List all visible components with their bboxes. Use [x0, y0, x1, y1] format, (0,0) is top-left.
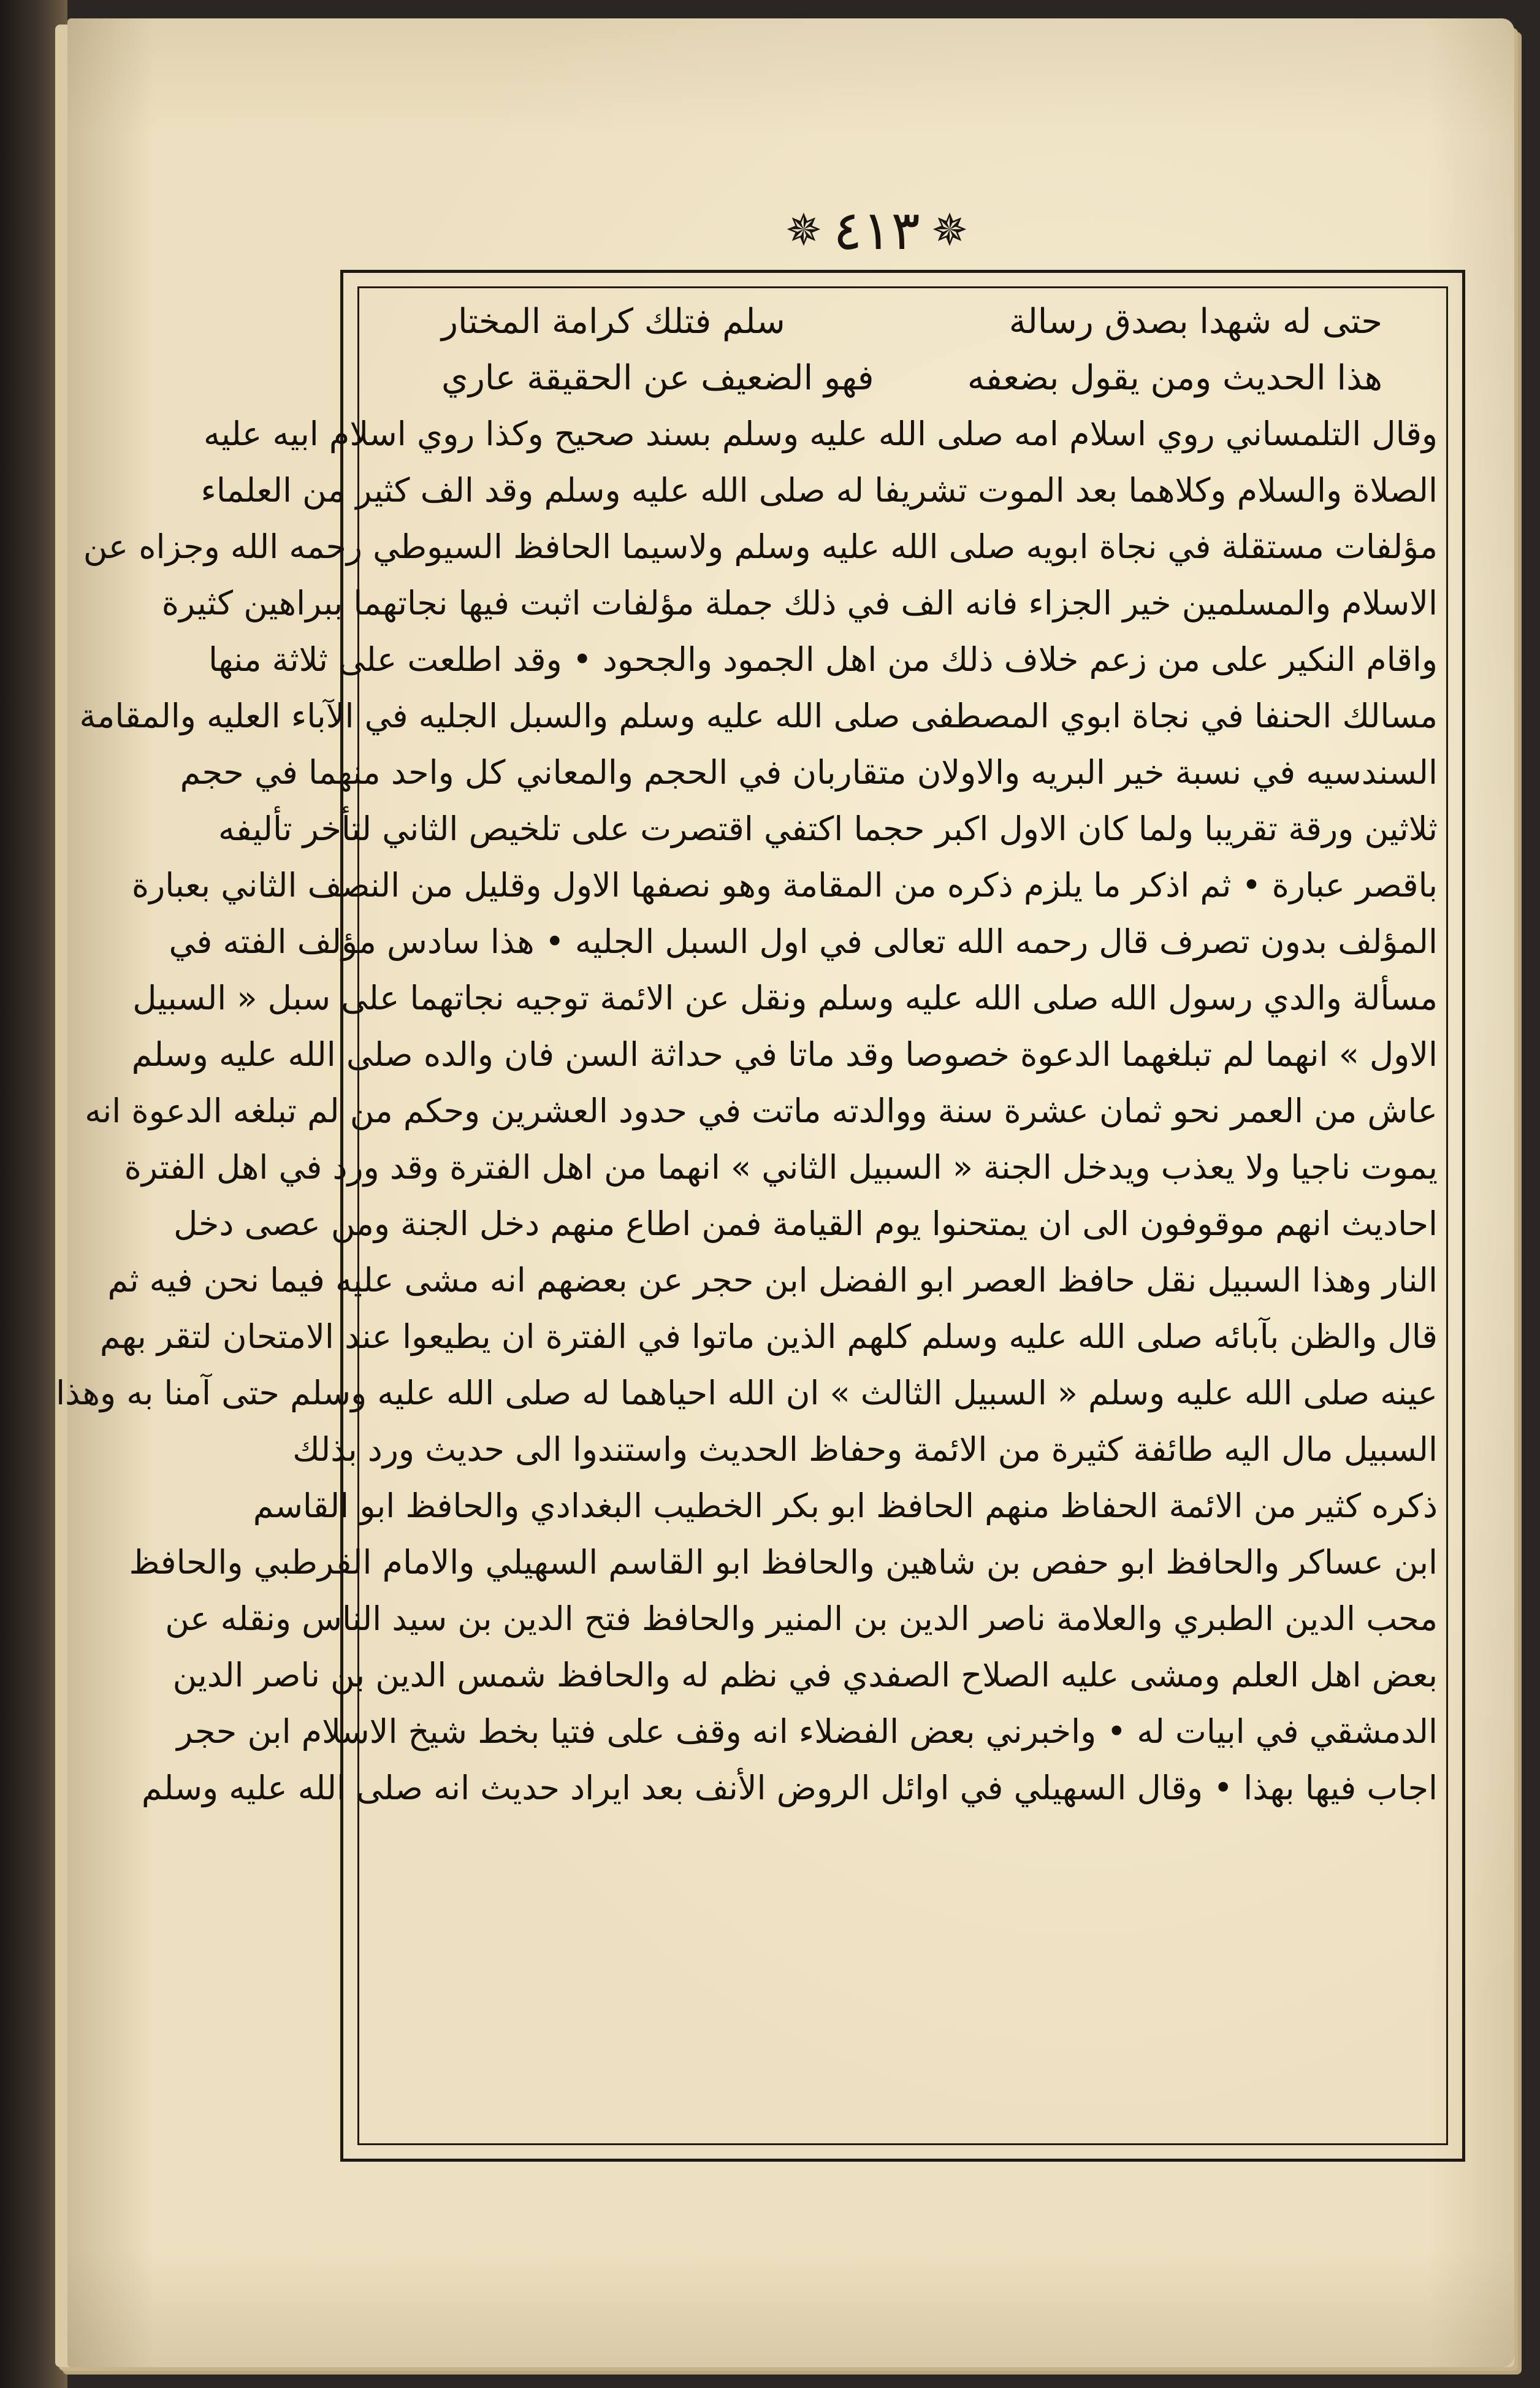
text-line: الاول » انهما لم تبلغهما الدعوة خصوصا وقد ماتا في حداثة السن فان والده صلى الله عليه وسلم — [131, 1035, 1438, 1074]
text-line: عاش من العمر نحو ثمان عشرة سنة ووالدته ماتت في حدود العشرين وحكم من لم تبلغه الدعوة انه — [85, 1092, 1438, 1130]
text-line: عينه صلى الله عليه وسلم « السبيل الثالث » ان الله احياهما له صلى الله عليه وسلم حتى آمنا به وهذا — [56, 1374, 1438, 1412]
text-line: الصلاة والسلام وكلاهما بعد الموت تشريفا له صلى الله عليه وسلم وقد الف كثير من العلماء — [200, 471, 1438, 510]
text-line: احاديث انهم موقوفون الى ان يمتحنوا يوم القيامة فمن اطاع منهم دخل الجنة ومن عصى دخل — [173, 1204, 1438, 1243]
text-line: يموت ناجيا ولا يعذب ويدخل الجنة « السبيل الثاني » انهما من اهل الفترة وقد ورد في اهل الفترة — [124, 1148, 1438, 1187]
ornament-left-icon: ✵ — [785, 204, 823, 256]
text-line: وقال التلمساني روي اسلام امه صلى الله عليه وسلم بسند صحيح وكذا روي اسلام ابيه عليه — [203, 415, 1438, 453]
text-line: بعض اهل العلم ومشى عليه الصلاح الصفدي في نظم له والحافظ شمس الدين بن ناصر الدين — [172, 1656, 1438, 1694]
page-number: ٤١٣ — [833, 198, 920, 262]
main-text — [56, 293, 1438, 2139]
text-line: السبيل مال اليه طائفة كثيرة من الائمة وحفاظ الحديث واستندوا الى حديث ورد بذلك — [292, 1430, 1438, 1469]
ornament-right-icon: ✵ — [931, 204, 969, 256]
text-line: مؤلفات مستقلة في نجاة ابويه صلى الله عليه وسلم ولاسيما الحافظ السيوطي رحمه الله وجزاه عن — [83, 527, 1438, 566]
verse-hemistich: هذا الحديث ومن يقول بضعفه — [967, 358, 1382, 398]
text-line: ذكره كثير من الائمة الحفاظ منهم الحافظ ابو بكر الخطيب البغدادي والحافظ ابو القاسم — [253, 1487, 1438, 1525]
text-line: الدمشقي في ابيات له • واخبرني بعض الفضلاء انه وقف على فتيا بخط شيخ الاسلام ابن حجر — [177, 1712, 1438, 1751]
text-line: النار وهذا السبيل نقل حافظ العصر ابو الفضل ابن حجر عن بعضهم انه مشى عليه فيما نحن فيه ثم — [107, 1261, 1438, 1299]
text-line: باقصر عبارة • ثم اذكر ما يلزم ذكره من المقامة وهو نصفها الاول وقليل من النصف الثاني بعبارة — [131, 866, 1438, 905]
text-line: ابن عساكر والحافظ ابو حفص بن شاهين والحافظ ابو القاسم السهيلي والامام القرطبي والحافظ — [129, 1543, 1438, 1582]
text-line: اجاب فيها بهذا • وقال السهيلي في اوائل الروض الأنف بعد ايراد حديث انه صلى الله عليه وسلم — [141, 1769, 1438, 1807]
verse-hemistich: حتى له شهدا بصدق رسالة — [1008, 301, 1382, 342]
text-line: واقام النكير على من زعم خلاف ذلك من اهل الجمود والجحود • وقد اطلعت على ثلاثة منها — [208, 640, 1438, 679]
poem-verse — [368, 350, 1438, 406]
text-line: ثلاثين ورقة تقريبا ولما كان الاول اكبر حجما اكتفي اقتصرت على تلخيص الثاني لتأخر تأليفه — [218, 809, 1438, 848]
text-line: مسألة والدي رسول الله صلى الله عليه وسلم ونقل عن الائمة توجيه نجاتهما على سبل « السبيل — [132, 979, 1438, 1017]
poem-verse — [368, 293, 1438, 350]
text-line: السندسيه في نسبة خير البريه والاولان متقاربان في الحجم والمعاني كل واحد منهما في حجم — [180, 753, 1438, 792]
page-header — [736, 193, 1018, 267]
text-line: الاسلام والمسلمين خير الجزاء فانه الف في ذلك جملة مؤلفات اثبت فيها نجاتهما ببراهين كثيرة — [161, 584, 1438, 622]
text-line: محب الدين الطبري والعلامة ناصر الدين بن المنير والحافظ فتح الدين بن سيد الناس ونقله عن — [165, 1599, 1438, 1638]
text-line: المؤلف بدون تصرف قال رحمه الله تعالى في اول السبل الجليه • هذا سادس مؤلف الفته في — [169, 922, 1438, 961]
text-line: مسالك الحنفا في نجاة ابوي المصطفى صلى الله عليه وسلم والسبل الجليه في الآباء العليه والمقامة — [79, 697, 1438, 735]
text-line: قال والظن بآبائه صلى الله عليه وسلم كلهم الذين ماتوا في الفترة ان يطيعوا عند الامتحان لتقر بهم — [99, 1317, 1438, 1356]
verse-hemistich: سلم فتلك كرامة المختار — [441, 301, 785, 342]
verse-hemistich: فهو الضعيف عن الحقيقة عاري — [441, 358, 874, 398]
